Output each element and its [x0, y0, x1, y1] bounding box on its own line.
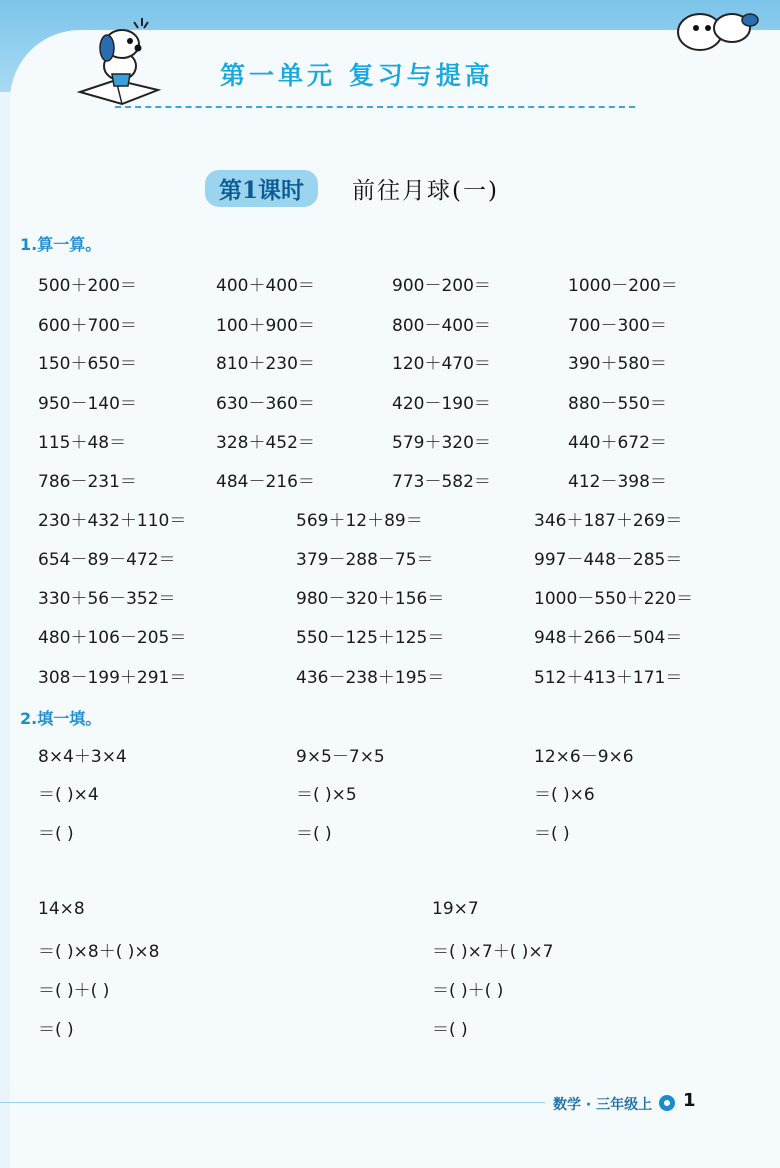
fill-step: ＝( ) [296, 824, 332, 844]
problem: 1000－200＝ [568, 276, 678, 296]
problem: 997－448－285＝ [534, 550, 683, 570]
problem: 550－125＋125＝ [296, 628, 445, 648]
problem: 810＋230＝ [216, 354, 315, 374]
problem: 480＋106－205＝ [38, 628, 187, 648]
problem: 308－199＋291＝ [38, 668, 187, 688]
problem: 512＋413＋171＝ [534, 668, 683, 688]
fill-step: ＝( ) [432, 1020, 468, 1040]
problem: 980－320＋156＝ [296, 589, 445, 609]
problem: 700－300＝ [568, 316, 667, 336]
problem: 230＋432＋110＝ [38, 511, 187, 531]
problem: 600＋700＝ [38, 316, 137, 336]
problem: 100＋900＝ [216, 316, 315, 336]
corner-cartoon-icon [660, 2, 770, 62]
lesson-badge: 第1课时 [205, 170, 318, 207]
footer-subject-label: 数学 · 三年级上 [553, 1097, 653, 1113]
problem: 630－360＝ [216, 394, 315, 414]
fill-problem-expression: 8×4＋3×4 [38, 747, 127, 767]
problem: 412－398＝ [568, 472, 667, 492]
problem: 569＋12＋89＝ [296, 511, 423, 531]
reading-dog-mascot-icon [72, 14, 168, 110]
footer-dot-icon [659, 1095, 675, 1111]
fill-problem-expression: 9×5－7×5 [296, 747, 385, 767]
problem: 400＋400＝ [216, 276, 315, 296]
problem: 773－582＝ [392, 472, 491, 492]
title-divider [115, 106, 635, 108]
problem: 900－200＝ [392, 276, 491, 296]
footer-divider [0, 1102, 545, 1103]
fill-step: ＝( )＋( ) [38, 981, 110, 1001]
fill-step: ＝( )＋( ) [432, 981, 504, 1001]
section-2-heading: 2.填一填。 [20, 709, 102, 728]
problem: 328＋452＝ [216, 433, 315, 453]
problem: 379－288－75＝ [296, 550, 434, 570]
problem: 120＋470＝ [392, 354, 491, 374]
fill-step: ＝( ) [534, 824, 570, 844]
problem: 330＋56－352＝ [38, 589, 176, 609]
fill-problem-expression: 19×7 [432, 899, 479, 919]
problem: 579＋320＝ [392, 433, 491, 453]
problem: 390＋580＝ [568, 354, 667, 374]
problem: 436－238＋195＝ [296, 668, 445, 688]
fill-step: ＝( ) [38, 824, 74, 844]
fill-step: ＝( )×8＋( )×8 [38, 942, 160, 962]
lesson-title: 前往月球(一) [352, 178, 499, 204]
fill-problem-expression: 14×8 [38, 899, 85, 919]
problem: 654－89－472＝ [38, 550, 176, 570]
problem: 880－550＝ [568, 394, 667, 414]
problem: 786－231＝ [38, 472, 137, 492]
fill-step: ＝( )×7＋( )×7 [432, 942, 554, 962]
problem: 420－190＝ [392, 394, 491, 414]
problem: 346＋187＋269＝ [534, 511, 683, 531]
problem: 800－400＝ [392, 316, 491, 336]
problem: 950－140＝ [38, 394, 137, 414]
fill-step: ＝( )×6 [534, 785, 595, 805]
fill-step: ＝( )×5 [296, 785, 357, 805]
problem: 115＋48＝ [38, 433, 127, 453]
section-1-heading: 1.算一算。 [20, 235, 102, 254]
problem: 500＋200＝ [38, 276, 137, 296]
fill-problem-expression: 12×6－9×6 [534, 747, 634, 767]
unit-title: 第一单元 复习与提高 [220, 61, 494, 90]
problem: 484－216＝ [216, 472, 315, 492]
problem: 150＋650＝ [38, 354, 137, 374]
problem: 1000－550＋220＝ [534, 589, 694, 609]
page-number: 1 [683, 1090, 696, 1111]
fill-step: ＝( )×4 [38, 785, 99, 805]
problem: 440＋672＝ [568, 433, 667, 453]
problem: 948＋266－504＝ [534, 628, 683, 648]
fill-step: ＝( ) [38, 1020, 74, 1040]
